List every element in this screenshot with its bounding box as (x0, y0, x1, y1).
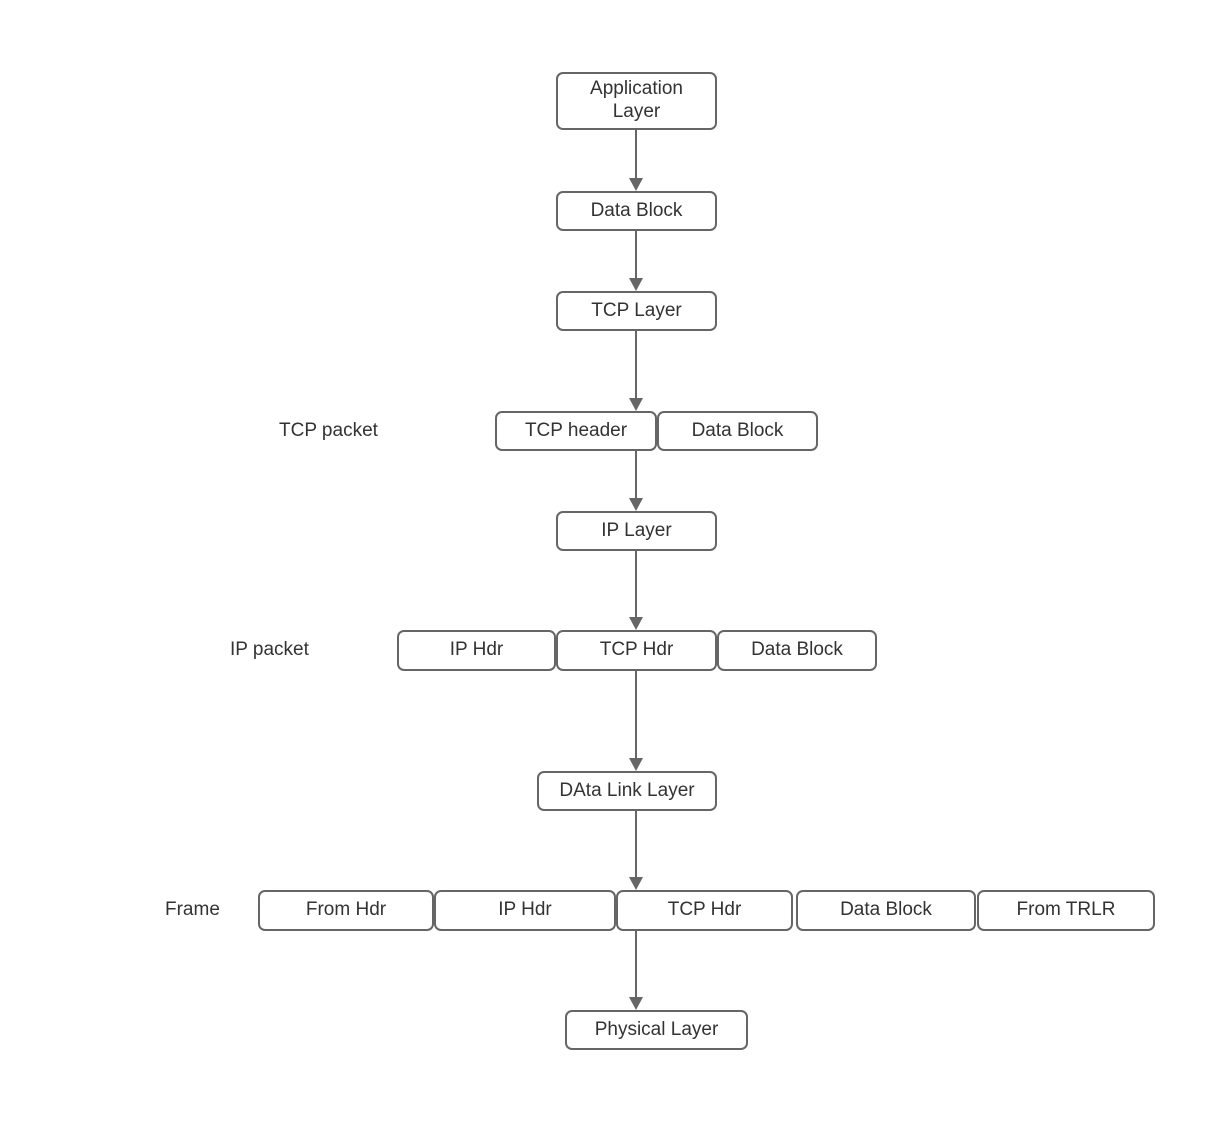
connector-line (635, 671, 637, 759)
connector-line (635, 130, 637, 179)
node-from-hdr (258, 890, 434, 931)
label-frame: Frame (165, 899, 220, 920)
connector-line (635, 331, 637, 399)
label-ip-packet: IP packet (230, 639, 309, 660)
node-label: Data Block (840, 899, 932, 921)
node-label: From Hdr (305, 899, 387, 921)
node-label: TCP header (524, 419, 628, 441)
arrow-down-icon (629, 997, 643, 1010)
node-label: Data Block (590, 199, 683, 221)
node-data-block-tcp (657, 411, 818, 451)
arrow-down-icon (629, 498, 643, 511)
node-label: Application Layer (590, 78, 683, 122)
node-ip-layer (556, 511, 717, 551)
node-label: TCP Hdr (667, 899, 742, 921)
node-data-block-frame (796, 890, 976, 931)
node-label: Data Block (751, 639, 843, 661)
node-label: Physical Layer (594, 1018, 719, 1040)
node-application-layer (556, 72, 717, 130)
node-label: TCP Layer (591, 299, 682, 321)
node-label: From TRLR (1016, 899, 1116, 921)
node-tcp-layer (556, 291, 717, 331)
node-tcp-hdr-frame (616, 890, 793, 931)
label-tcp-packet: TCP packet (279, 420, 378, 441)
connector-line (635, 811, 637, 878)
node-data-block-app (556, 191, 717, 231)
node-label: TCP Hdr (599, 639, 674, 661)
arrow-down-icon (629, 178, 643, 191)
node-label: DAta Link Layer (559, 779, 695, 801)
node-data-block-ip (717, 630, 877, 671)
node-ip-hdr-frame (434, 890, 616, 931)
node-tcp-hdr (556, 630, 717, 671)
node-label: IP Hdr (498, 899, 552, 921)
node-label: IP Hdr (449, 639, 504, 661)
arrow-down-icon (629, 398, 643, 411)
arrow-down-icon (629, 758, 643, 771)
arrow-down-icon (629, 278, 643, 291)
connector-line (635, 451, 637, 499)
node-label: IP Layer (601, 519, 672, 541)
node-label: Data Block (691, 419, 784, 441)
connector-line (635, 231, 637, 279)
connector-line (635, 551, 637, 618)
connector-line (635, 931, 637, 998)
node-ip-hdr (397, 630, 556, 671)
node-from-trlr (977, 890, 1155, 931)
arrow-down-icon (629, 877, 643, 890)
node-physical-layer (565, 1010, 748, 1050)
node-data-link-layer (537, 771, 717, 811)
arrow-down-icon (629, 617, 643, 630)
node-tcp-header (495, 411, 657, 451)
